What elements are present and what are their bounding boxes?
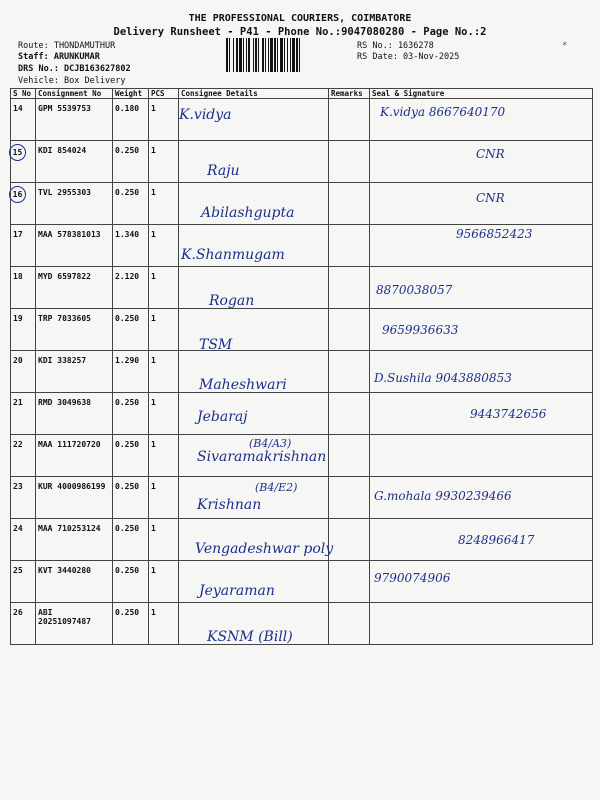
col-remarks: Remarks — [329, 89, 370, 99]
row-consignment-text: MAA 111720720 — [38, 440, 101, 449]
row-sno — [11, 99, 36, 141]
route-label: Route: THONDAMUTHUR — [18, 41, 116, 51]
table-row — [11, 477, 593, 519]
row-consignment-text: ABI 20251097487 — [38, 608, 91, 626]
row-consignment-text: KDI 338257 — [38, 356, 87, 365]
row-remarks — [329, 561, 370, 603]
row-consignee — [179, 603, 329, 645]
row-pcs — [149, 183, 179, 225]
row-consignment-text: MAA 578381013 — [38, 230, 101, 239]
table-row — [11, 561, 593, 603]
row-sno — [11, 477, 36, 519]
row-consignment-text: KVT 3440280 — [38, 566, 91, 575]
consignee-handwriting: Raju — [207, 163, 240, 179]
row-sno-text: 19 — [13, 314, 23, 323]
row-consignee — [179, 141, 329, 183]
consignee-handwriting: Jebaraj — [197, 409, 248, 425]
row-consignment — [36, 309, 113, 351]
row-consignment — [36, 435, 113, 477]
col-consignee: Consignee Details — [179, 89, 329, 99]
row-sno-text: 26 — [13, 608, 23, 617]
table-row — [11, 603, 593, 645]
row-consignment-text: RMD 3049638 — [38, 398, 91, 407]
row-weight — [113, 393, 149, 435]
col-consignment: Consignment No — [36, 89, 113, 99]
row-seal-signature — [370, 393, 593, 435]
row-weight-text: 1.340 — [115, 230, 140, 239]
row-weight-text: 0.250 — [115, 188, 140, 197]
staff-label: Staff: ARUNKUMAR — [18, 52, 100, 62]
row-weight — [113, 351, 149, 393]
row-seal-signature — [370, 603, 593, 645]
row-pcs — [149, 351, 179, 393]
row-seal-signature — [370, 519, 593, 561]
row-weight-text: 0.180 — [115, 104, 140, 113]
row-consignment — [36, 393, 113, 435]
row-pcs — [149, 435, 179, 477]
rs-date: RS Date: 03-Nov-2025 — [357, 52, 460, 62]
table-row — [11, 225, 593, 267]
row-weight — [113, 603, 149, 645]
row-sno-text: 16 — [9, 186, 26, 203]
row-pcs — [149, 561, 179, 603]
row-consignee — [179, 99, 329, 141]
table-row — [11, 519, 593, 561]
row-pcs-text: 1 — [151, 146, 156, 155]
row-seal-signature — [370, 477, 593, 519]
consignee-handwriting: K.Shanmugam — [181, 247, 285, 263]
row-remarks — [329, 99, 370, 141]
row-sno-text: 24 — [13, 524, 23, 533]
row-sno — [11, 603, 36, 645]
row-consignee — [179, 561, 329, 603]
row-sno-text: 25 — [13, 566, 23, 575]
company-title: THE PROFESSIONAL COURIERS, COIMBATORE — [188, 13, 412, 24]
row-sno-text: 21 — [13, 398, 23, 407]
row-sno-text: 22 — [13, 440, 23, 449]
row-consignment — [36, 351, 113, 393]
row-consignee — [179, 393, 329, 435]
row-consignee — [179, 477, 329, 519]
table-header-row — [11, 89, 593, 99]
signature-handwriting: G.mohala 9930239466 — [374, 489, 512, 503]
row-weight — [113, 435, 149, 477]
row-consignment — [36, 267, 113, 309]
row-pcs-text: 1 — [151, 524, 156, 533]
row-sno — [11, 435, 36, 477]
row-pcs — [149, 141, 179, 183]
row-remarks — [329, 603, 370, 645]
row-pcs-text: 1 — [151, 230, 156, 239]
row-consignment-text: KDI 854024 — [38, 146, 87, 155]
col-sno: S No — [11, 89, 36, 99]
row-sno-text: 14 — [13, 104, 23, 113]
row-remarks — [329, 393, 370, 435]
row-pcs-text: 1 — [151, 104, 156, 113]
signature-handwriting: 9443742656 — [470, 407, 547, 421]
table-row — [11, 435, 593, 477]
row-weight-text: 0.250 — [115, 524, 140, 533]
row-weight-text: 0.250 — [115, 440, 140, 449]
row-consignment-text: GPM 5539753 — [38, 104, 91, 113]
row-pcs-text: 1 — [151, 314, 156, 323]
runsheet-subtitle: Delivery Runsheet - P41 - Phone No.:9047080280 - Page No.:2 — [113, 26, 487, 38]
row-consignee — [179, 183, 329, 225]
row-consignment — [36, 519, 113, 561]
row-weight-text: 0.250 — [115, 398, 140, 407]
consignee-handwriting: Maheshwari — [199, 377, 287, 393]
row-sno-text: 15 — [9, 144, 26, 161]
row-seal-signature — [370, 225, 593, 267]
row-weight — [113, 519, 149, 561]
row-weight-text: 0.250 — [115, 608, 140, 617]
row-seal-signature — [370, 351, 593, 393]
row-remarks — [329, 309, 370, 351]
row-seal-signature — [370, 435, 593, 477]
row-weight — [113, 267, 149, 309]
runsheet-table — [10, 88, 593, 645]
signature-handwriting: 9790074906 — [374, 571, 451, 585]
row-sno — [11, 393, 36, 435]
row-seal-signature — [370, 561, 593, 603]
row-sno-text: 20 — [13, 356, 23, 365]
consignee-handwriting: Abilashgupta — [201, 205, 295, 221]
row-remarks — [329, 225, 370, 267]
row-seal-signature — [370, 99, 593, 141]
row-sno — [11, 225, 36, 267]
consignee-handwriting: K.vidya — [179, 107, 232, 123]
row-consignment-text: KUR 4000986199 — [38, 482, 106, 491]
row-consignment-text: MAA 710253124 — [38, 524, 101, 533]
row-sno — [11, 183, 36, 225]
consignee-note: (B4/A3) — [249, 437, 292, 450]
row-pcs-text: 1 — [151, 188, 156, 197]
row-consignee — [179, 351, 329, 393]
row-consignment — [36, 225, 113, 267]
row-pcs — [149, 309, 179, 351]
table-row — [11, 183, 593, 225]
consignee-handwriting: Vengadeshwar poly — [195, 541, 334, 557]
row-pcs-text: 1 — [151, 440, 156, 449]
signature-handwriting: 9659936633 — [382, 323, 459, 337]
row-seal-signature — [370, 309, 593, 351]
signature-handwriting: D.Sushila 9043880853 — [374, 371, 512, 385]
row-remarks — [329, 477, 370, 519]
row-seal-signature — [370, 183, 593, 225]
row-pcs — [149, 99, 179, 141]
star-mark: * — [562, 41, 568, 51]
row-sno — [11, 141, 36, 183]
row-sno — [11, 519, 36, 561]
row-weight-text: 2.120 — [115, 272, 140, 281]
consignee-handwriting: Sivaramakrishnan — [197, 449, 327, 465]
barcode — [226, 38, 352, 72]
row-pcs-text: 1 — [151, 356, 156, 365]
row-sno-text: 23 — [13, 482, 23, 491]
row-sno-text: 18 — [13, 272, 23, 281]
table-row — [11, 309, 593, 351]
signature-handwriting: CNR — [476, 191, 505, 205]
signature-handwriting: K.vidya 8667640170 — [380, 105, 506, 119]
row-remarks — [329, 267, 370, 309]
row-weight — [113, 183, 149, 225]
row-consignment — [36, 477, 113, 519]
col-weight: Weight — [113, 89, 149, 99]
row-pcs-text: 1 — [151, 398, 156, 407]
row-pcs — [149, 477, 179, 519]
row-pcs-text: 1 — [151, 482, 156, 491]
row-remarks — [329, 519, 370, 561]
row-pcs — [149, 603, 179, 645]
vehicle-label: Vehicle: Box Delivery — [18, 76, 126, 86]
row-weight-text: 0.250 — [115, 566, 140, 575]
row-consignment-text: TRP 7033605 — [38, 314, 91, 323]
row-remarks — [329, 351, 370, 393]
row-sno-text: 17 — [13, 230, 23, 239]
row-sno — [11, 309, 36, 351]
row-consignee — [179, 435, 329, 477]
signature-handwriting: CNR — [476, 147, 505, 161]
row-consignee — [179, 267, 329, 309]
row-consignment-text: TVL 2955303 — [38, 188, 91, 197]
row-sno — [11, 351, 36, 393]
table-row — [11, 267, 593, 309]
row-weight — [113, 561, 149, 603]
table-row — [11, 351, 593, 393]
row-consignee — [179, 225, 329, 267]
row-pcs-text: 1 — [151, 566, 156, 575]
consignee-handwriting: KSNM (Bill) — [207, 629, 293, 645]
row-pcs-text: 1 — [151, 608, 156, 617]
col-pcs: PCS — [149, 89, 179, 99]
drs-number: DRS No.: DCJB163627802 — [18, 64, 131, 74]
consignee-handwriting: TSM — [199, 337, 233, 353]
table-row — [11, 393, 593, 435]
row-consignment — [36, 141, 113, 183]
table-row — [11, 141, 593, 183]
row-remarks — [329, 183, 370, 225]
consignee-handwriting: Rogan — [209, 293, 255, 309]
row-consignee — [179, 309, 329, 351]
row-seal-signature — [370, 267, 593, 309]
consignee-note: (B4/E2) — [255, 481, 298, 494]
row-consignment — [36, 561, 113, 603]
consignee-handwriting: Krishnan — [197, 497, 262, 513]
row-remarks — [329, 435, 370, 477]
row-pcs — [149, 225, 179, 267]
row-weight-text: 0.250 — [115, 314, 140, 323]
row-sno — [11, 267, 36, 309]
table-row — [11, 99, 593, 141]
row-weight-text: 1.290 — [115, 356, 140, 365]
row-pcs — [149, 519, 179, 561]
col-seal: Seal & Signature — [370, 89, 593, 99]
row-consignment-text: MYD 6597822 — [38, 272, 91, 281]
row-seal-signature — [370, 141, 593, 183]
row-remarks — [329, 141, 370, 183]
consignee-handwriting: Jeyaraman — [199, 583, 275, 599]
row-sno — [11, 561, 36, 603]
row-pcs — [149, 267, 179, 309]
row-weight-text: 0.250 — [115, 146, 140, 155]
signature-handwriting: 9566852423 — [456, 227, 533, 241]
row-weight-text: 0.250 — [115, 482, 140, 491]
signature-handwriting: 8870038057 — [376, 283, 453, 297]
row-consignment — [36, 99, 113, 141]
signature-handwriting: 8248966417 — [458, 533, 535, 547]
row-weight — [113, 99, 149, 141]
row-pcs-text: 1 — [151, 272, 156, 281]
row-consignment — [36, 183, 113, 225]
row-pcs — [149, 393, 179, 435]
row-weight — [113, 309, 149, 351]
rs-number: RS No.: 1636278 — [357, 41, 434, 51]
row-weight — [113, 141, 149, 183]
row-consignment — [36, 603, 113, 645]
row-weight — [113, 225, 149, 267]
row-weight — [113, 477, 149, 519]
row-consignee — [179, 519, 334, 561]
